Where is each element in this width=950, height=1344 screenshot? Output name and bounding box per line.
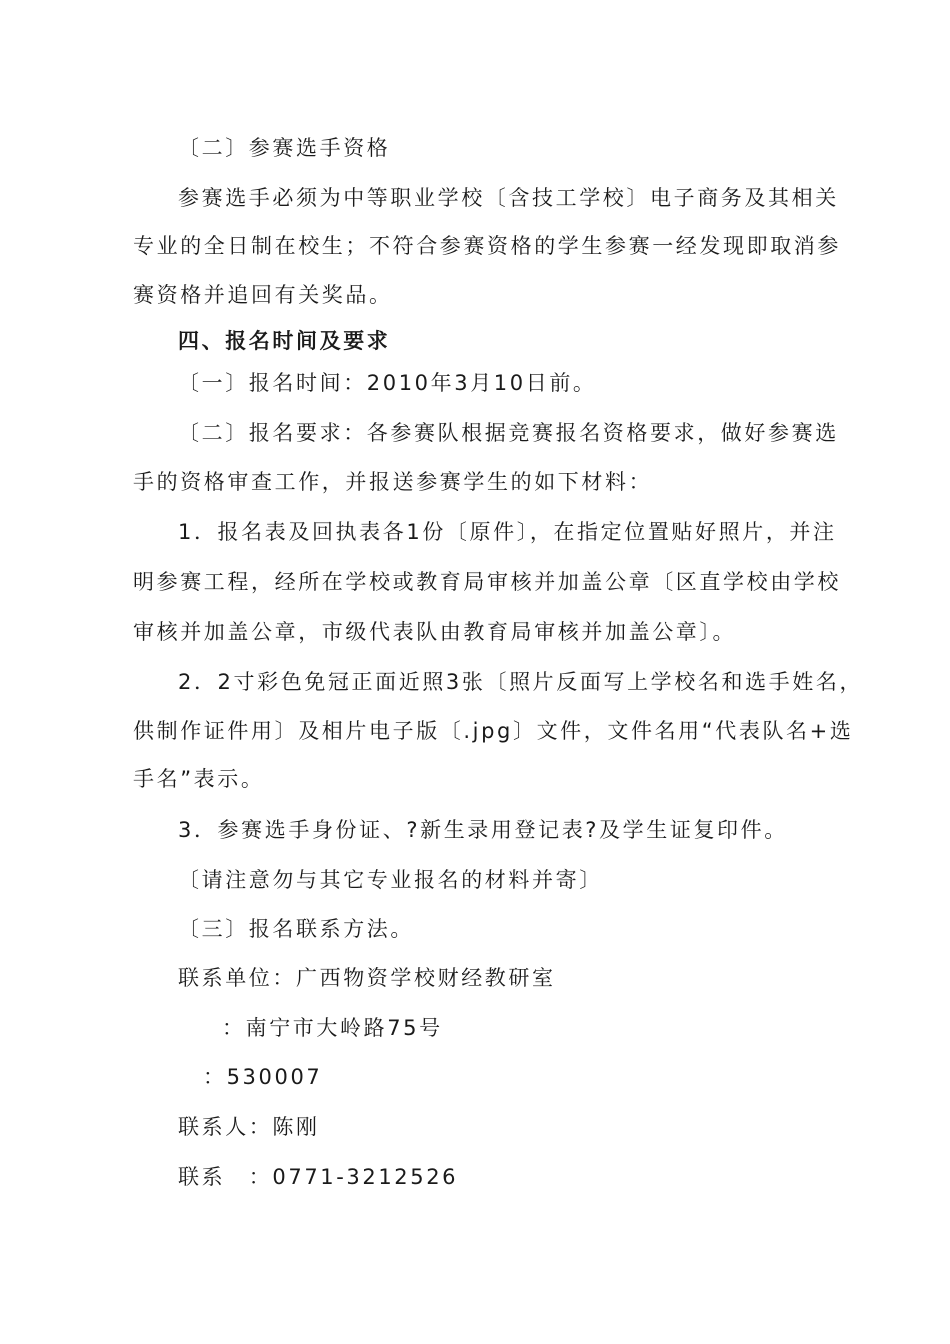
contact-phone: 联系 ：0771-3212526: [178, 1165, 459, 1189]
paragraph-line: 〔一〕报名时间：2010年3月10日前。: [178, 371, 597, 395]
contact-postcode: ：530007: [203, 1065, 323, 1089]
note-line: 〔请注意勿与其它专业报名的材料并寄〕: [178, 868, 603, 892]
contact-person: 联系人：陈刚: [178, 1115, 320, 1139]
section-heading-contact: 〔三〕报名联系方法。: [178, 917, 414, 941]
paragraph-line: 专业的全日制在校生；不符合参赛资格的学生参赛一经发现即取消参: [133, 234, 841, 258]
paragraph-line: 参赛选手必须为中等职业学校〔含技工学校〕电子商务及其相关: [178, 186, 839, 210]
list-item-line: 明参赛工程，经所在学校或教育局审核并加盖公章〔区直学校由学校: [133, 570, 841, 594]
section-heading-eligibility: 〔二〕参赛选手资格: [178, 136, 391, 160]
paragraph-line: 赛资格并追回有关奖品。: [133, 283, 393, 307]
section-heading-registration: 四、报名时间及要求: [178, 329, 391, 353]
list-item-line: 手名”表示。: [133, 767, 265, 791]
list-item-line: 3．参赛选手身份证、?新生录用登记表?及学生证复印件。: [178, 818, 788, 842]
list-item-line: 1．报名表及回执表各1份〔原件〕，在指定位置贴好照片，并注: [178, 520, 837, 544]
list-item-line: 审核并加盖公章，市级代表队由教育局审核并加盖公章〕。: [133, 620, 737, 644]
contact-address: ：南宁市大岭路75号: [222, 1016, 443, 1040]
paragraph-line: 手的资格审查工作，并报送参赛学生的如下材料：: [133, 470, 653, 494]
contact-unit: 联系单位：广西物资学校财经教研室: [178, 966, 556, 990]
paragraph-line: 〔二〕报名要求：各参赛队根据竞赛报名资格要求，做好参赛选: [178, 421, 839, 445]
list-item-line: 供制作证件用〕及相片电子版〔.jpg〕文件，文件名用“代表队名+选: [133, 719, 854, 743]
list-item-line: 2．2寸彩色免冠正面近照3张〔照片反面写上学校名和选手姓名，: [178, 670, 864, 694]
